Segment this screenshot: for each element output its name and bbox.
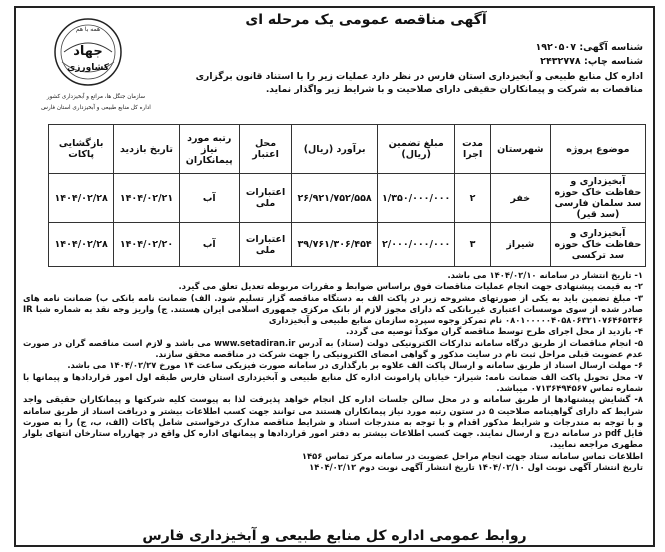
table-cell: ۱۴۰۴/۰۲/۲۸ [49, 223, 114, 267]
table-row [49, 174, 646, 223]
print-id: شناسه چاپ: ۲۴۳۲۷۷۸ [540, 56, 643, 67]
table-header-row [49, 125, 646, 174]
header-cell: رتبه مورد نیاز پیمانکاران [179, 125, 239, 174]
notice-frame [14, 6, 655, 547]
table-cell: خفر [490, 174, 550, 223]
table-cell: آبخیزداری و حفاظت خاک حوزه سد ترکسی [550, 223, 645, 267]
notice-title: آگهی مناقصه عمومی یک مرحله ای [245, 12, 487, 28]
table-cell: ۱/۳۵۰/۰۰۰/۰۰۰ [377, 174, 454, 223]
footer-signature: روابط عمومی اداره کل منابع طبیعی و آبخیزداری فارس [142, 528, 527, 544]
table-cell: اعتبارات ملی [239, 174, 291, 223]
condition-item: ۴- بازدید از محل اجرای طرح توسط مناقصه گران موکداً توصیه می گردد. [346, 326, 643, 337]
header-cell: مبلغ تضمین (ریال) [377, 125, 454, 174]
svg-text:همه با هم: همه با هم [75, 26, 101, 33]
svg-text:جهاد: جهاد [73, 44, 103, 59]
conditions-list [23, 270, 643, 473]
intro-paragraph: اداره کل منابع طبیعی و آبخیزداری استان فارس در نظر دارد عملیات زیر را با استناد قانون برگزاری مناقصات به شرکت و پیمانکاران حقیقی دارای صلاحیت و با شرایط زیر واگذار نماید. [195, 71, 643, 95]
header-cell: شهرستان [490, 125, 550, 174]
svg-text:سازمان جنگل ها، مراتع و آبخیزد: سازمان جنگل ها، مراتع و آبخیزداری کشور [46, 94, 146, 100]
tender-table [48, 124, 646, 267]
table-row [49, 223, 646, 267]
header-cell: مدت اجرا [455, 125, 490, 174]
table-cell: آبخیزداری و حفاظت خاک حوزه سد سلمان فارسی (سد قیر) [550, 174, 645, 223]
condition-item: ۳- مبلغ تضمین باید به یکی از صورتهای مشروحه زیر در پاکت الف به دستگاه مناقصه گزار تسلیم شود. الف) ضمانت نامه بانکی ب) ضمانت نامه های صادر شده از سوی موسسات اعتباری غیربانکی که دارای مجوز لازم از بانک مرکزی جمهوری اسلامی ایران هستند. ج) واریز وجه نقد به شماره شبا IR ۰۸۰۱۰۰۰۰۰۴۰۵۸۰۶۳۲۱۰۷۶۴۶۵۲۴۶ نام تمرکز وجوه سپرده سازمان منابع طبیعی و آبخیزداری [23, 292, 643, 326]
condition-item: ۶- مهلت ارسال اسناد از طریق سامانه و ارسال پاکت الف علاوه بر بارگذاری در سامانه صورت فیزیکی ساعت ۱۴ مورخ ۱۴۰۴/۰۲/۲۷ می باشد. [67, 360, 643, 371]
table-cell: شیراز [490, 223, 550, 267]
notice-id: شناسه آگهی: ۱۹۲۰۵۰۷ [535, 42, 643, 53]
table-cell: آب [179, 174, 239, 223]
header-cell: برآورد (ریال) [292, 125, 378, 174]
header-cell: محل اعتبار [239, 125, 291, 174]
condition-item: ۱- تاریخ انتشار در سامانه ۱۴۰۴/۰۲/۱۰ می باشد. [447, 270, 643, 280]
table-cell: ۳۹/۷۶۱/۳۰۶/۴۵۴ [292, 223, 378, 267]
header-cell: بازگشایی پاکات [49, 125, 114, 174]
table-cell: ۲ [455, 174, 490, 223]
header-cell: تاریخ بازدید [114, 125, 179, 174]
table-cell: ۱۴۰۴/۰۲/۲۸ [49, 174, 114, 223]
table-cell: ۳ [455, 223, 490, 267]
publication-dates: تاریخ انتشار آگهی نوبت اول ۱۴۰۴/۰۲/۱۰ تاریخ انتشار آگهی نوبت دوم ۱۴۰۴/۰۲/۱۲ [309, 462, 643, 473]
condition-item: ۲- به قیمت پیشنهادی جهت انجام عملیات مناقصات فوق براساس ضوابط و مقررات مربوطه تعدیل تعلق می گیرد. [178, 281, 643, 292]
condition-item: ۵- انجام مناقصات از طریق درگاه سامانه تدارکات الکترونیکی دولت (ستاد) به آدرس www.setadiran.ir می باشد و لازم است مناقصه گران در صورت عدم عضویت قبلی مراحل ثبت نام در سایت مذکور و گواهی امضای الکترونیکی را جهت شرکت در مناقصه محقق سازند. [23, 337, 644, 360]
table-cell: اعتبارات ملی [239, 223, 291, 267]
table-cell: ۱۴۰۴/۰۲/۲۰ [114, 223, 179, 267]
header-cell: موضوع پروژه [550, 125, 645, 174]
svg-text:اداره کل منابع طبیعی و آبخیزدا: اداره کل منابع طبیعی و آبخیزداری استان فارس [41, 105, 151, 111]
table-cell: ۱۴۰۴/۰۲/۲۱ [114, 174, 179, 223]
table-cell: ۲۶/۹۲۱/۷۵۲/۵۵۸ [292, 174, 378, 223]
table-cell: ۲/۰۰۰/۰۰۰/۰۰۰ [377, 223, 454, 267]
condition-item: ۷- محل تحویل پاکت الف ضمانت نامه: شیراز- خیابان پارامونت اداره کل منابع طبیعی و آبخیزداری استان فارس طبقه اول امور قراردادها و پیمانها با شماره تماس ۰۷۱۳۶۴۹۴۵۶۷ میباشد. [23, 371, 643, 393]
condition-item: ۸- گشایش پیشنهادها از طریق سامانه و در محل سالن جلسات اداره کل انجام خواهد پذیرفت لذا به پیوست کلیه شرکتها و پیمانکاران حقیقی واجد شرایط که دارای گواهینامه صلاحیت ۵ در ستون رتبه مورد نیاز پیمانکاران هستند می توانند جهت کسب اطلاعات بیشتر و دریافت اسناد از طریق سامانه و با توجه به مندرجات و شرایط مذکور اقدام و با توجه به مندرجات اسناد و شرایط مناقصه مدارک درخواستی شامل پاکات (الف، ب، ج) را به صورت فایل pdf در سامانه درج و ارسال نمایند. جهت کسب اطلاعات بیشتر به دفتر امور قراردادها و پیمانهای اداره کل واقع در چهارراه ستارخان انتهای بلوار مطهری مراجعه نمایید. [23, 394, 643, 450]
table-cell: آب [179, 223, 239, 267]
contact-info: اطلاعات تماس سامانه ستاد جهت انجام مراحل عضویت در سامانه مرکز تماس ۱۴۵۶ [301, 450, 643, 461]
jihad-logo [26, 12, 166, 116]
svg-text:کشاورزی: کشاورزی [67, 63, 109, 73]
